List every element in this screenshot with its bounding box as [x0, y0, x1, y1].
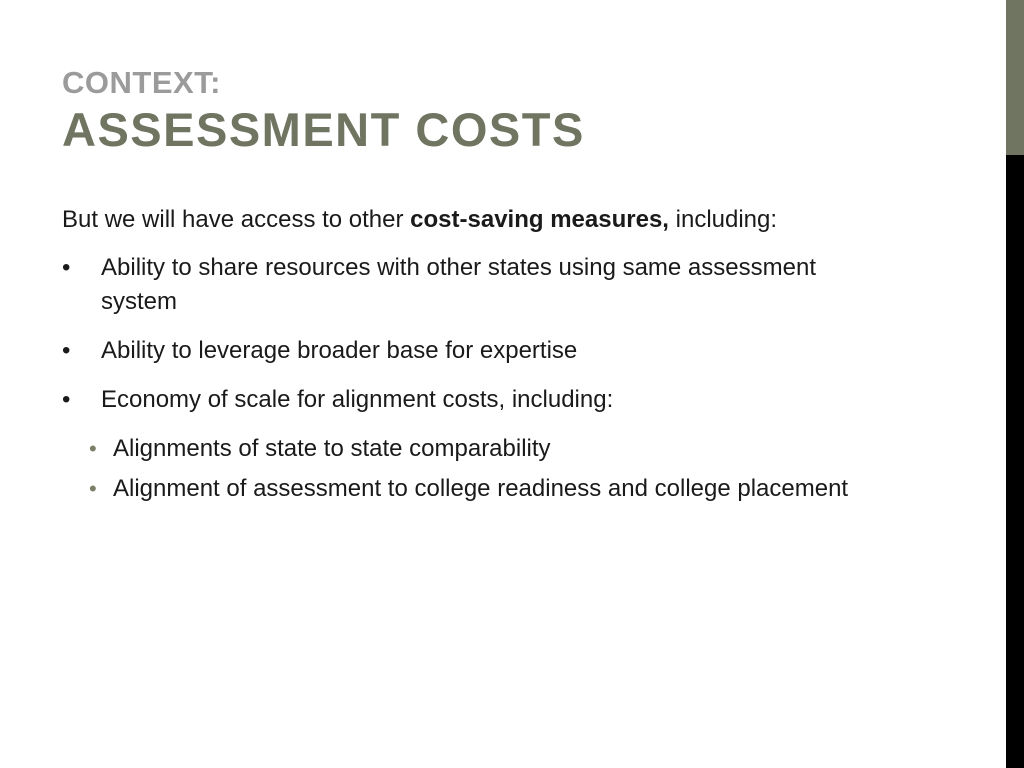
bullet-marker: •: [62, 254, 71, 281]
bullet-item: [62, 383, 882, 417]
bullet-text: Ability to share resources with other states using same assessment system: [101, 254, 816, 315]
intro-paragraph: [62, 203, 882, 237]
title-assessment-costs: ASSESSMENT COSTS: [62, 103, 585, 156]
side-accent-bar: [1006, 0, 1024, 155]
intro-bold: cost-saving measures,: [410, 206, 669, 233]
sub-bullet-item: [62, 432, 882, 466]
sub-bullet-item: [62, 472, 882, 506]
bullet-item: [62, 251, 882, 319]
intro-tail: including:: [668, 206, 778, 233]
bullet-text: Economy of scale for alignment costs, including:: [101, 386, 614, 413]
bullet-marker: •: [62, 386, 71, 413]
slide-body: [62, 203, 882, 512]
bullet-text: Ability to leverage broader base for expertise: [101, 337, 578, 364]
bullet-item: [62, 334, 882, 368]
intro-lead: But we will have access to other: [62, 206, 411, 233]
slide-title: [62, 64, 962, 158]
sub-bullet-marker: •: [89, 476, 97, 501]
sub-bullet-marker: •: [89, 436, 97, 461]
bullet-marker: •: [62, 337, 71, 364]
sub-bullet-text: Alignments of state to state comparability: [113, 435, 551, 462]
sub-bullet-text: Alignment of assessment to college readiness and college placement: [113, 475, 849, 502]
side-dark-bar: [1006, 155, 1024, 768]
title-context: CONTEXT:: [62, 65, 221, 100]
